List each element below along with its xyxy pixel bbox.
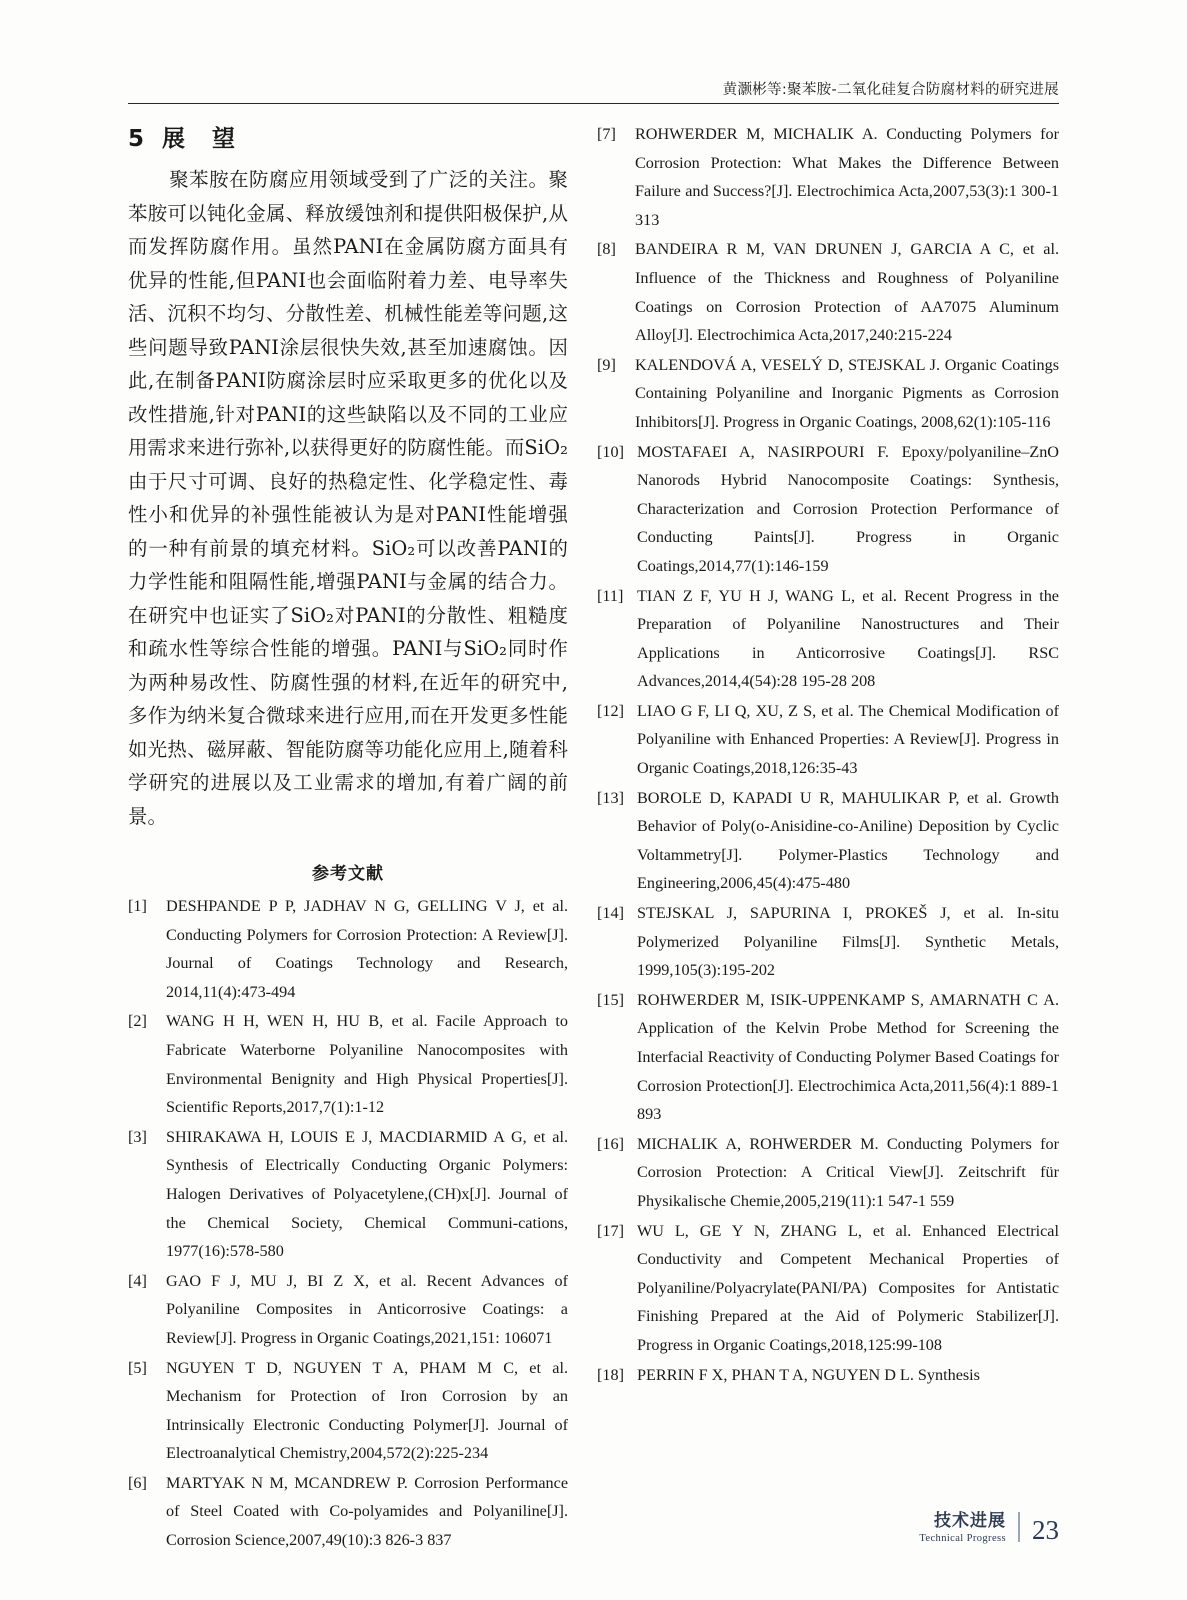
section-heading (128, 120, 568, 153)
reference-number: [14] (597, 904, 624, 923)
reference-number: [13] (597, 788, 624, 807)
reference-number: [9] (597, 355, 616, 374)
reference-text: PERRIN F X, PHAN T A, NGUYEN D L. Synthesis (637, 1365, 980, 1384)
reference-text: NGUYEN T D, NGUYEN T A, PHAM M C, et al. Mechanism for Protection of Iron Corrosion by an Intrinsically Electronic Conducting Polymer[J]. Journal of Electroanalytical Chemistry,2004,572(2):225-234 (166, 1358, 568, 1463)
reference-item (128, 892, 568, 1006)
reference-item (597, 1130, 1059, 1216)
reference-item (128, 1007, 568, 1121)
reference-number: [4] (128, 1271, 147, 1290)
reference-number: [12] (597, 701, 624, 720)
footer-section-label (919, 1512, 1006, 1544)
section-paragraph-text: 聚苯胺在防腐应用领域受到了广泛的关注。聚苯胺可以钝化金属、释放缓蚀剂和提供阳极保护,从而发挥防腐作用。虽然PANI在金属防腐方面具有优异的性能,但PANI也会面临附着力差、电导率失活、沉积不均匀、分散性差、机械性能差等问题,这些问题导致PANI涂层很快失效,甚至加速腐蚀。因此,在制备PANI防腐涂层时应采取更多的优化以及改性措施,针对PANI的这些缺陷以及不同的工业应用需求来进行弥补,以获得更好的防腐性能。而SiO₂由于尺寸可调、良好的热稳定性、化学稳定性、毒性小和优异的补强性能被认为是对PANI性能增强的一种有前景的填充材料。SiO₂可以改善PANI的力学性能和阻隔性能,增强PANI与金属的结合力。在研究中也证实了SiO₂对PANI的分散性、粗糙度和疏水性等综合性能的增强。PANI与SiO₂同时作为两种易改性、防腐性强的材料,在近年的研究中,多作为纳米复合微球来进行应用,而在开发更多性能如光热、磁屏蔽、智能防腐等功能化应用上,随着科学研究的进展以及工业需求的增加,有着广阔的前景。 (128, 168, 568, 828)
section-number: 5 (128, 126, 147, 152)
reference-text: STEJSKAL J, SAPURINA I, PROKEŠ J, et al. In-situ Polymerized Polyaniline Films[J]. Synthetic Metals, 1999,105(3):195-202 (637, 904, 1059, 980)
reference-text: DESHPANDE P P, JADHAV N G, GELLING V J, et al. Conducting Polymers for Corrosion Protection: A Review[J]. Journal of Coatings Technology and Research, 2014,11(4):473-494 (166, 897, 568, 1001)
reference-number: [3] (128, 1127, 147, 1146)
reference-number: [1] (128, 897, 147, 915)
page-number: 23 (1032, 1515, 1059, 1545)
reference-number: [16] (597, 1134, 624, 1153)
footer-label-cn: 技术进展 (934, 1511, 1006, 1532)
reference-number: [17] (597, 1221, 624, 1240)
page-footer (919, 1512, 1059, 1544)
reference-text: TIAN Z F, YU H J, WANG L, et al. Recent Progress in the Preparation of Polyaniline Nanostructures and Their Applications in Anticorrosive Coatings[J]. RSC Advances,2014,4(54):28 195-28 208 (637, 586, 1059, 691)
reference-number: [6] (128, 1473, 147, 1492)
reference-number: [5] (128, 1358, 147, 1377)
reference-item (597, 986, 1059, 1129)
footer-label-en: Technical Progress (919, 1532, 1006, 1544)
reference-item (128, 1354, 568, 1468)
reference-item (597, 438, 1059, 581)
reference-item (597, 235, 1059, 349)
reference-item (597, 899, 1059, 985)
reference-number: [11] (597, 586, 624, 605)
reference-text: ROHWERDER M, ISIK-UPPENKAMP S, AMARNATH C A. Application of the Kelvin Probe Method for Screening the Interfacial Reactivity of Conducting Polymer Based Coatings for Corrosion Protection[J]. Electrochimica Acta,2011,56(4):1 889-1 893 (637, 990, 1059, 1124)
reference-item (597, 1217, 1059, 1360)
header-rule (128, 103, 1059, 104)
section-title: 展 望 (162, 126, 238, 152)
reference-number: [2] (128, 1012, 147, 1031)
reference-item (597, 351, 1059, 437)
footer-divider (1018, 1512, 1020, 1542)
reference-text: BOROLE D, KAPADI U R, MAHULIKAR P, et al. Growth Behavior of Poly(o-Anisidine-co-Aniline) Deposition by Cyclic Voltammetry[J]. Polymer-Plastics Technology and Engineering,2006,45(4):475-480 (637, 788, 1059, 893)
left-column (128, 120, 568, 1556)
reference-item (128, 1123, 568, 1266)
reference-number: [8] (597, 240, 616, 259)
reference-item (597, 582, 1059, 696)
reference-text: LIAO G F, LI Q, XU, Z S, et al. The Chemical Modification of Polyaniline with Enhanced Properties: A Review[J]. Progress in Organic Coatings,2018,126:35-43 (637, 701, 1059, 778)
reference-item (597, 697, 1059, 783)
reference-text: WANG H H, WEN H, HU B, et al. Facile Approach to Fabricate Waterborne Polyaniline Nanocomposites with Environmental Benignity and High Physical Properties[J]. Scientific Reports,2017,7(1):1-12 (166, 1012, 568, 1117)
reference-text: MARTYAK N M, MCANDREW P. Corrosion Performance of Steel Coated with Co-polyamides and Polyaniline[J]. Corrosion Science,2007,49(10):3 826-3 837 (166, 1473, 568, 1550)
reference-text: MOSTAFAEI A, NASIRPOURI F. Epoxy/polyaniline–ZnO Nanorods Hybrid Nanocomposite Coatings: Synthesis, Characterization and Corrosion Protection Performance of Conducting Paints[J]. Progress in Organic Coatings,2014,77(1):146-159 (637, 442, 1059, 575)
reference-number: [18] (597, 1365, 624, 1384)
reference-text: MICHALIK A, ROHWERDER M. Conducting Polymers for Corrosion Protection: A Critical View[J]. Zeitschrift für Physikalische Chemie,2005,219(11):1 547-1 559 (637, 1134, 1059, 1210)
reference-item (597, 784, 1059, 898)
reference-item (128, 1469, 568, 1555)
section-paragraph (128, 163, 568, 833)
right-column (597, 120, 1059, 1390)
reference-text: GAO F J, MU J, BI Z X, et al. Recent Advances of Polyaniline Composites in Anticorrosive Coatings: a Review[J]. Progress in Organic Coatings,2021,151: 106071 (166, 1271, 568, 1347)
reference-item (597, 1361, 1059, 1390)
running-head: 黄灏彬等:聚苯胺-二氧化硅复合防腐材料的研究进展 (722, 82, 1059, 98)
reference-text: KALENDOVÁ A, VESELÝ D, STEJSKAL J. Organic Coatings Containing Polyaniline and Inorganic Pigments as Corrosion Inhibitors[J]. Progress in Organic Coatings, 2008,62(1):105-116 (635, 355, 1059, 431)
reference-text: ROHWERDER M, MICHALIK A. Conducting Polymers for Corrosion Protection: What Makes the Difference Between Failure and Success?[J]. Electrochimica Acta,2007,53(3):1 300-1 313 (635, 125, 1059, 229)
reference-text: BANDEIRA R M, VAN DRUNEN J, GARCIA A C, et al. Influence of the Thickness and Roughness of Polyaniline Coatings on Corrosion Protection of AA7075 Aluminum Alloy[J]. Electrochimica Acta,2017,240:215-224 (635, 240, 1059, 345)
reference-text: SHIRAKAWA H, LOUIS E J, MACDIARMID A G, et al. Synthesis of Electrically Conducting Organic Polymers: Halogen Derivatives of Polyacetylene,(CH)x[J]. Journal of the Chemical Society, Chemical Communi-cations, 1977(16):578-580 (166, 1127, 568, 1261)
reference-text: WU L, GE Y N, ZHANG L, et al. Enhanced Electrical Conductivity and Competent Mechanical Properties of Polyaniline/Polyacrylate(PANI/PA) Composites for Antistatic Finishing Prepared at the Aid of Polymeric Stabilizer[J]. Progress in Organic Coatings,2018,125:99-108 (637, 1221, 1059, 1354)
reference-number: [7] (597, 125, 616, 143)
reference-item (128, 1267, 568, 1353)
reference-number: [15] (597, 990, 624, 1009)
references-heading: 参考文献 (312, 864, 384, 884)
reference-number: [10] (597, 442, 624, 461)
reference-item (597, 120, 1059, 234)
